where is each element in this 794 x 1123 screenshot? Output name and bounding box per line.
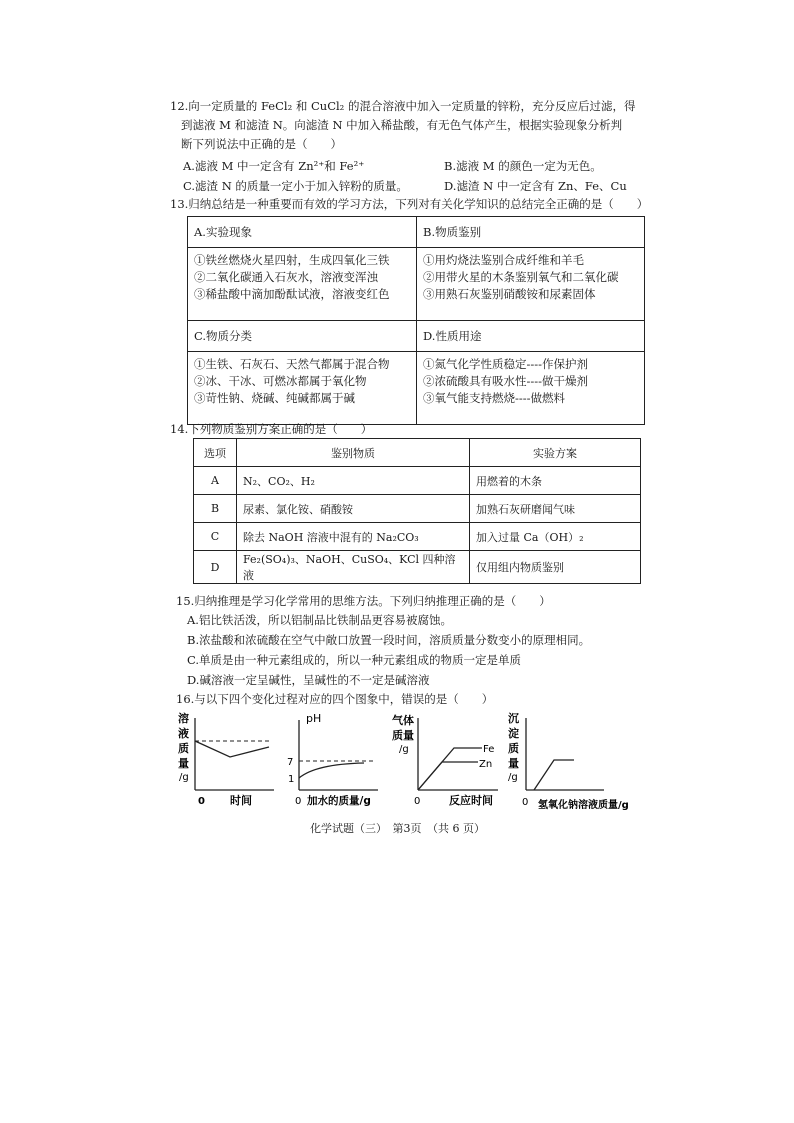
q14-row-c-option: C [194, 523, 237, 551]
table-row [194, 467, 641, 495]
q13-cell-c-title: C.物质分类 [188, 321, 417, 352]
g4-ylabel-char: 沉 [508, 712, 519, 725]
g2-tick-7: 7 [287, 757, 294, 768]
q14-header-option: 选项 [194, 439, 237, 467]
q13-cell-b-items [417, 248, 645, 321]
q13-b-item: ①用灼烧法鉴别合成纤维和羊毛 [423, 253, 584, 267]
g1-ylabel-char: 液 [178, 727, 189, 740]
g1-curve [195, 741, 269, 757]
g1-ylabel-char: 溶 [178, 712, 189, 725]
g1-xlabel: 时间 [230, 794, 252, 807]
q13-c-item: ②冰、干冰、可燃冰都属于氧化物 [194, 374, 367, 388]
graph-solution-mass [172, 708, 282, 808]
g3-fe-label: Fe [483, 744, 495, 755]
g2-xlabel: 加水的质量/g [307, 795, 371, 807]
q15-option-d: D.碱溶液一定呈碱性，呈碱性的不一定是碱溶液 [187, 673, 430, 687]
g3-ylabel-char: 气体 [392, 714, 414, 727]
g3-xlabel: 反应时间 [449, 794, 493, 807]
g2-tick-1: 1 [288, 774, 295, 785]
q13-cell-d-title: D.性质用途 [417, 321, 645, 352]
q13-c-item: ①生铁、石灰石、天然气都属于混合物 [194, 357, 390, 371]
q14-row-d-option: D [194, 551, 237, 584]
q14-table [193, 438, 641, 584]
q13-table [187, 216, 645, 425]
graph-gas-mass [388, 708, 500, 808]
q13-b-item: ②用带火星的木条鉴别氧气和二氧化碳 [423, 270, 619, 284]
q13-cell-b-title: B.物质鉴别 [417, 217, 645, 248]
q14-row-b-plan: 加熟石灰研磨闻气味 [470, 495, 641, 523]
q14-row-c-plan: 加入过量 Ca（OH）₂ [470, 523, 641, 551]
g4-xlabel: 氢氧化钠溶液质量/g [538, 800, 629, 811]
q13-cell-c-items [188, 352, 417, 425]
g3-zn-label: Zn [479, 759, 493, 770]
g1-ylabel-char: 质 [178, 742, 189, 755]
q13-d-item: ③氧气能支持燃烧----做燃料 [423, 391, 566, 405]
q15-option-c: C.单质是由一种元素组成的，所以一种元素组成的物质一定是单质 [187, 653, 522, 667]
q13-b-item: ③用熟石灰鉴别硝酸铵和尿素固体 [423, 287, 596, 301]
q13-a-item: ②二氧化碳通入石灰水，溶液变浑浊 [194, 270, 378, 284]
q14-row-d-substance: Fe₂(SO₄)₃、NaOH、CuSO₄、KCl 四种溶液 [237, 551, 470, 584]
g4-curve [534, 760, 574, 790]
q16-stem: 16.与以下四个变化过程对应的四个图象中，错误的是（ ） [176, 692, 494, 706]
q14-row-a-substance: N₂、CO₂、H₂ [237, 467, 470, 495]
q14-row-d-plan: 仅用组内物质鉴别 [470, 551, 641, 584]
q14-row-b-substance: 尿素、氯化铵、硝酸铵 [237, 495, 470, 523]
q12-stem-line3: 断下列说法中正确的是（ ） [181, 137, 342, 151]
table-row [194, 495, 641, 523]
g3-ylabel-char: 质量 [392, 729, 414, 742]
g2-curve [299, 763, 364, 778]
q12-stem-line2: 到滤液 M 和滤渣 N。向滤渣 N 中加入稀盐酸，有无色气体产生，根据实验现象分析判 [181, 118, 623, 132]
g3-zn-line [418, 762, 478, 790]
g3-fe-line [418, 748, 482, 790]
q12-option-b: B.滤液 M 的颜色一定为无色。 [444, 159, 602, 173]
q14-row-a-plan: 用燃着的木条 [470, 467, 641, 495]
g3-yunit: /g [399, 744, 409, 755]
graph-precipitate-mass [504, 708, 644, 812]
q14-header-plan: 实验方案 [470, 439, 641, 467]
g4-ylabel-char: 淀 [508, 727, 519, 740]
g4-ylabel-char: 量 [508, 757, 519, 770]
q13-stem: 13.归纳总结是一种重要而有效的学习方法，下列对有关化学知识的总结完全正确的是（ ） [170, 197, 649, 211]
g4-ylabel-char: 质 [508, 742, 519, 755]
q14-row-c-substance: 除去 NaOH 溶液中混有的 Na₂CO₃ [237, 523, 470, 551]
g4-yunit: /g [508, 772, 518, 783]
q15-stem: 15.归纳推理是学习化学常用的思维方法。下列归纳推理正确的是（ ） [176, 594, 551, 608]
q12-option-a: A.滤液 M 中一定含有 Zn²⁺和 Fe²⁺ [183, 159, 365, 173]
g3-origin: 0 [414, 796, 421, 807]
q13-a-item: ③稀盐酸中滴加酚酞试液，溶液变红色 [194, 287, 390, 301]
q13-cell-d-items [417, 352, 645, 425]
g1-yunit: /g [179, 772, 189, 783]
page-footer: 化学试题（三） 第3页 （共 6 页） [310, 822, 485, 835]
q13-cell-a-items [188, 248, 417, 321]
q13-a-item: ①铁丝燃烧火星四射，生成四氧化三铁 [194, 253, 390, 267]
q14-row-a-option: A [194, 467, 237, 495]
q14-row-b-option: B [194, 495, 237, 523]
g1-origin: 0 [198, 796, 205, 807]
q13-d-item: ②浓硫酸具有吸水性----做干燥剂 [423, 374, 589, 388]
q13-cell-a-title: A.实验现象 [188, 217, 417, 248]
g4-origin: 0 [522, 797, 529, 808]
table-row [194, 551, 641, 584]
q15-option-b: B.浓盐酸和浓硫酸在空气中敞口放置一段时间，溶质质量分数变小的原理相同。 [187, 633, 591, 647]
g2-origin: 0 [295, 796, 302, 807]
q14-stem: 14.下列物质鉴别方案正确的是（ ） [170, 422, 373, 436]
q12-stem-line1: 12.向一定质量的 FeCl₂ 和 CuCl₂ 的混合溶液中加入一定质量的锌粉，充分反应后过滤，得 [170, 99, 636, 113]
q12-option-c: C.滤渣 N 的质量一定小于加入锌粉的质量。 [183, 179, 408, 193]
q13-c-item: ③苛性钠、烧碱、纯碱都属于碱 [194, 391, 355, 405]
table-row [194, 523, 641, 551]
q15-option-a: A.铝比铁活泼，所以铝制品比铁制品更容易被腐蚀。 [187, 613, 452, 627]
graph-ph [286, 708, 386, 808]
q13-d-item: ①氮气化学性质稳定----作保护剂 [423, 357, 589, 371]
q12-option-d: D.滤渣 N 中一定含有 Zn、Fe、Cu [444, 179, 627, 193]
g1-ylabel-char: 量 [178, 757, 189, 770]
g2-ylabel: pH [306, 712, 322, 725]
q14-header-substance: 鉴别物质 [237, 439, 470, 467]
